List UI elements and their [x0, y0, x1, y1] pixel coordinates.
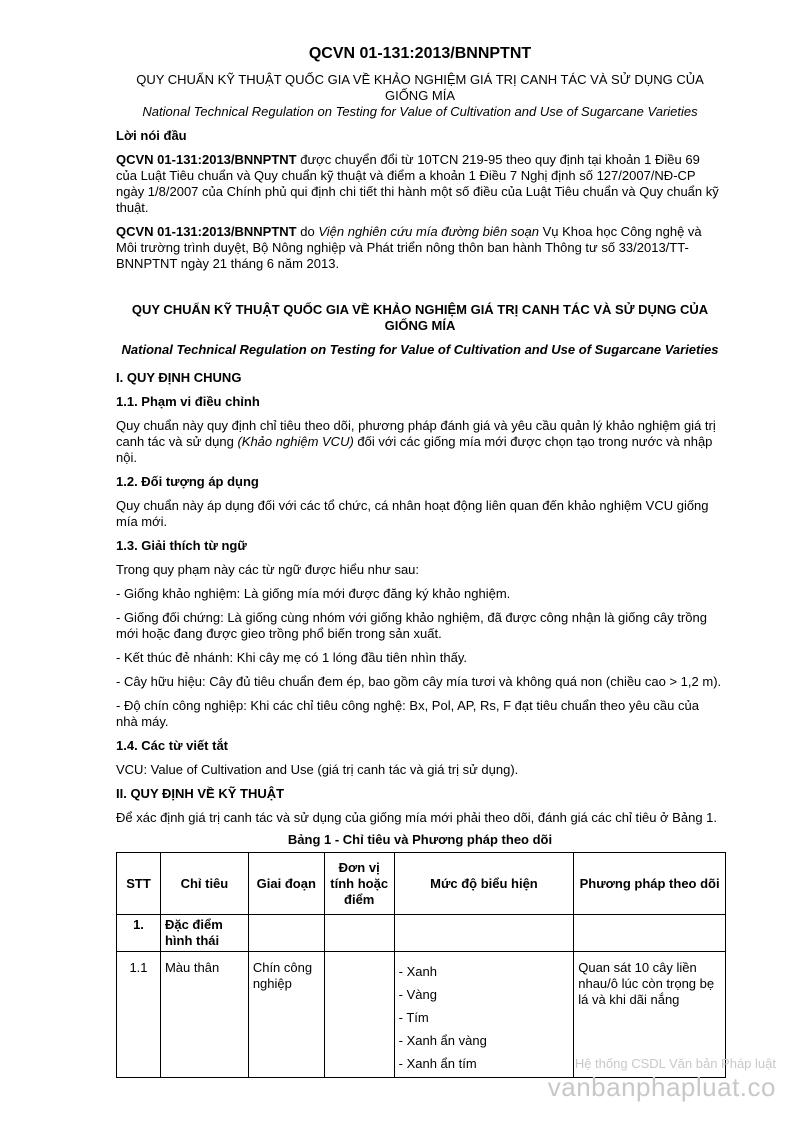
table-caption: Bảng 1 - Chỉ tiêu và Phương pháp theo dõi [287, 832, 553, 847]
header-unit: Đơn vị tính hoặc điểm [324, 853, 394, 915]
section-1-2-heading: 1.2. Đối tượng áp dụng [116, 474, 259, 489]
foreword-text: được chuyển đổi từ 10TCN 219-95 theo quy định tại khoản 1 Điều 69 của Luật Tiêu chuẩn và Quy chuẩn kỹ thuật và điểm a khoản 1 Điều 7 Nghị định số 127/2007/NĐ-CP ngày 1/8/2007 của Chính phủ qui định chi tiết thi hành một số điều của Luật Tiêu chuẩn và Quy chuẩn kỹ thuật. [116, 152, 719, 215]
level-item: - Xanh [398, 964, 437, 979]
section-1-4-text: VCU: Value of Cultivation and Use (giá trị canh tác và giá trị sử dụng). [116, 762, 519, 777]
document-content [116, 44, 724, 1078]
definition-item: - Độ chín công nghiệp: Khi các chỉ tiêu công nghệ: Bx, Pol, AP, Rs, F đạt tiêu chuẩn theo yêu cầu của nhà máy. [116, 698, 699, 729]
section-title-vi: QUY CHUẨN KỸ THUẬT QUỐC GIA VỀ KHẢO NGHIỆM GIÁ TRỊ CANH TÁC VÀ SỬ DỤNG CỦA GIỐNG MÍA [131, 302, 709, 333]
cell-stt: 1. [117, 915, 161, 952]
cell-method [574, 915, 726, 952]
document-title-vi: QUY CHUẨN KỸ THUẬT QUỐC GIA VỀ KHẢO NGHIỆM GIÁ TRỊ CANH TÁC VÀ SỬ DỤNG CỦA GIỐNG MÍA [136, 72, 704, 103]
section-2-text: Để xác định giá trị canh tác và sử dụng của giống mía mới phải theo dõi, đánh giá các chỉ tiêu ở Bảng 1. [116, 810, 717, 825]
cell-indicator: Đặc điểm hình thái [160, 915, 248, 952]
foreword-paragraph-1 [116, 152, 724, 216]
foreword-code: QCVN 01-131:2013/BNNPTNT [116, 152, 297, 167]
header-indicator: Chỉ tiêu [160, 853, 248, 915]
cell-levels [394, 915, 574, 952]
section-1-3-intro: Trong quy phạm này các từ ngữ được hiểu như sau: [116, 562, 420, 577]
cell-stt: 1.1 [117, 952, 161, 1078]
s11-post: đối với các giống mía mới được chọn tạo trong nước và nhập nội. [116, 434, 713, 465]
foreword-paragraph-2 [116, 224, 724, 272]
level-item: - Vàng [398, 987, 437, 1002]
indicators-table [116, 852, 726, 1078]
header-levels: Mức độ biểu hiện [394, 853, 574, 915]
cell-unit [324, 952, 394, 1078]
s11-pre: Quy chuẩn này quy định chỉ tiêu theo dõi, phương pháp đánh giá và yêu cầu quản lý khảo nghiệm giá trị canh tác và sử dụng [116, 418, 716, 449]
foreword-p2-post: Vụ Khoa học Công nghệ và Môi trường trình duyệt, Bộ Nông nghiệp và Phát triển nông thôn ban hành Thông tư số 33/2013/TT-BNNPTNT ngày 21 tháng 6 năm 2013. [116, 224, 702, 271]
s11-italic: (Khảo nghiệm VCU) [237, 434, 354, 449]
table-row [117, 915, 726, 952]
header-method: Phương pháp theo dõi [574, 853, 726, 915]
section-1-1-heading: 1.1. Phạm vi điều chỉnh [116, 394, 260, 409]
document-title-en: National Technical Regulation on Testing for Value of Cultivation and Use of Sugarcane Varieties [142, 104, 698, 119]
foreword-p2-italic: Viện nghiên cứu mía đường biên soạn [318, 224, 540, 239]
definition-item: - Cây hữu hiệu: Cây đủ tiêu chuẩn đem ép, bao gồm cây mía tươi và không quá non (chiều cao > 1,2 m). [116, 674, 722, 689]
foreword-code-2: QCVN 01-131:2013/BNNPTNT [116, 224, 297, 239]
watermark-line-2: vanbanphapluat.co [547, 1072, 776, 1102]
section-1-2-text: Quy chuẩn này áp dụng đối với các tổ chức, cá nhân hoạt động liên quan đến khảo nghiệm VCU giống mía mới. [116, 498, 709, 529]
definition-item: - Kết thúc đẻ nhánh: Khi cây mẹ có 1 lóng đầu tiên nhìn thấy. [116, 650, 467, 665]
header-stage: Giai đoạn [248, 853, 324, 915]
section-1-heading: I. QUY ĐỊNH CHUNG [116, 370, 242, 385]
document-code: QCVN 01-131:2013/BNNPTNT [308, 45, 532, 62]
level-item: - Tím [398, 1010, 429, 1025]
cell-method: Quan sát 10 cây liền nhau/ô lúc còn trọng bẹ lá và khi dãi nắng [574, 952, 726, 1078]
section-2-heading: II. QUY ĐỊNH VỀ KỸ THUẬT [116, 786, 285, 801]
cell-indicator: Màu thân [160, 952, 248, 1078]
header-stt: STT [117, 853, 161, 915]
level-item: - Xanh ẩn tím [398, 1056, 477, 1071]
section-1-4-heading: 1.4. Các từ viết tắt [116, 738, 229, 753]
definition-item: - Giống khảo nghiệm: Là giống mía mới được đăng ký khảo nghiệm. [116, 586, 511, 601]
section-title-en: National Technical Regulation on Testing for Value of Cultivation and Use of Sugarcane Varieties [121, 342, 719, 357]
foreword-p2-pre: do [296, 224, 319, 239]
definition-item: - Giống đối chứng: Là giống cùng nhóm với giống khảo nghiệm, đã được công nhận là giống cây trồng mới hoặc đang được gieo trồng phổ biến trong sản xuất. [116, 610, 707, 641]
level-item: - Xanh ẩn vàng [398, 1033, 487, 1048]
section-1-1-text [116, 418, 724, 466]
cell-unit [324, 915, 394, 952]
watermark [548, 1056, 776, 1102]
foreword-heading: Lời nói đầu [116, 128, 187, 143]
table-header-row [117, 853, 726, 915]
cell-stage [248, 915, 324, 952]
cell-stage: Chín công nghiệp [248, 952, 324, 1078]
watermark-line-1: Hệ thống CSDL Văn bản Pháp luật [574, 1056, 776, 1071]
section-1-3-heading: 1.3. Giải thích từ ngữ [116, 538, 247, 553]
